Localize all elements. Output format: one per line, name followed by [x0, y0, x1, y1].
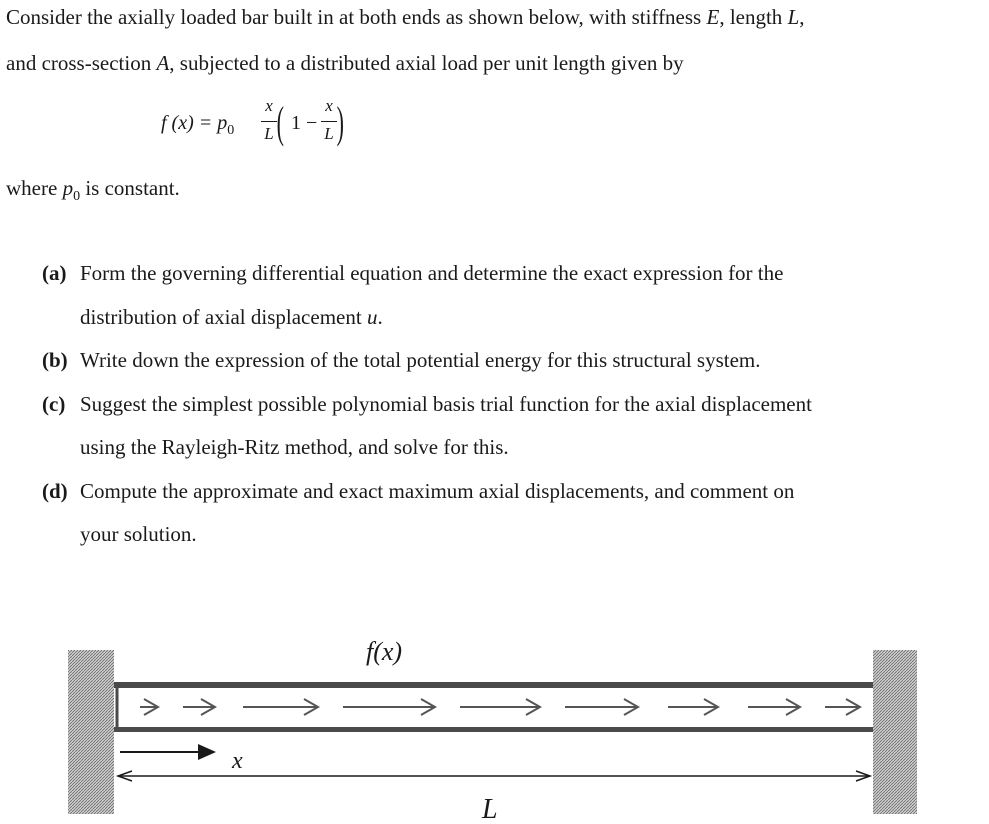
part-c-line-2: using the Rayleigh-Ritz method, and solve for this.	[80, 435, 509, 459]
formula-left-paren: (	[276, 98, 284, 147]
length-dimension	[118, 771, 870, 781]
where-line: where $p_0$ is constant.	[6, 176, 180, 205]
formula-lhs: f $(x) = p_0$	[161, 112, 235, 138]
part-a: (a) Form the governing differential equation and determine the exact expression for the	[42, 261, 784, 285]
left-wall-support	[68, 650, 114, 814]
right-wall-support	[873, 650, 917, 814]
intro-line-1: Consider the axially loaded bar built in at both ends as shown below, with stiffness E, length L,	[6, 5, 805, 29]
part-c: (c) Suggest the simplest possible polynomial basis trial function for the axial displacement	[42, 392, 812, 416]
part-a-line-2: distribution of axial displacement u.	[80, 305, 383, 329]
load-formula: f $(x) = p_0$ x L ( 1 − x L )	[161, 96, 344, 147]
length-label: L	[482, 794, 498, 824]
intro-line-2: and cross-section A, subjected to a distributed axial load per unit length given by	[6, 51, 684, 75]
x-axis-arrow	[120, 744, 216, 760]
part-d: (d) Compute the approximate and exact maximum axial displacements, and comment on	[42, 479, 795, 503]
bar-diagram	[0, 620, 989, 824]
load-label: f(x)	[366, 637, 403, 666]
part-b: (b) Write down the expression of the total potential energy for this structural system.	[42, 348, 761, 372]
x-label: x	[232, 748, 243, 774]
part-d-line-2: your solution.	[80, 522, 197, 546]
formula-right-paren: )	[336, 98, 344, 147]
formula-one-minus: 1 −	[291, 112, 318, 134]
